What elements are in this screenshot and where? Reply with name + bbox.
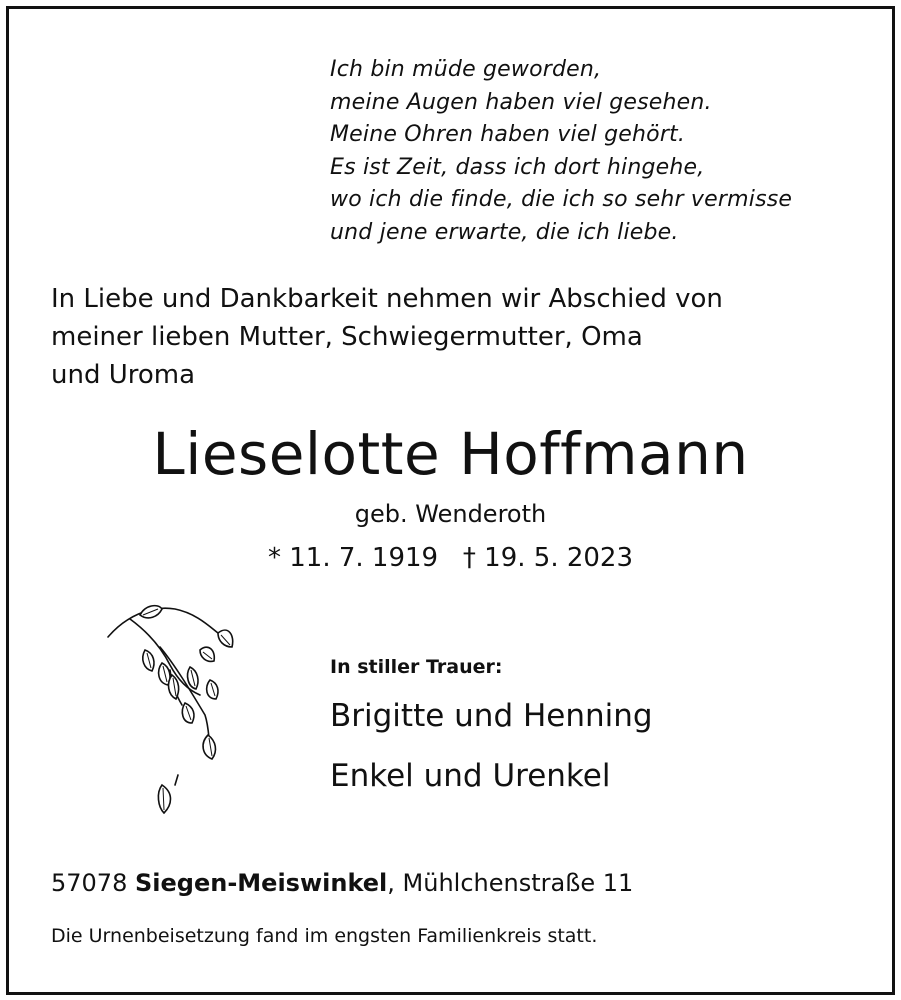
farewell-line: und Uroma xyxy=(51,360,196,390)
deceased-name: Lieselotte Hoffmann xyxy=(152,420,749,488)
address-postcode: 57078 xyxy=(51,869,128,897)
life-dates: * 11. 7. 1919 † 19. 5. 2023 xyxy=(267,543,634,573)
poem-line: meine Augen haben viel gesehen. xyxy=(330,89,712,115)
birch-branch-icon xyxy=(100,595,250,830)
mourner-name: Brigitte und Henning xyxy=(330,698,653,734)
farewell-line: meiner lieben Mutter, Schwiegermutter, Oma xyxy=(51,322,643,352)
poem-line: wo ich die finde, die ich so sehr vermisse xyxy=(330,187,793,213)
mourners-heading: In stiller Trauer: xyxy=(330,656,503,678)
burial-notice: Die Urnenbeisetzung fand im engsten Familienkreis statt. xyxy=(51,925,598,947)
address xyxy=(51,866,633,900)
poem xyxy=(330,54,792,250)
address-place: Siegen-Meiswinkel xyxy=(135,869,388,897)
farewell-text xyxy=(51,280,723,394)
birth-name: geb. Wenderoth xyxy=(354,500,547,528)
mourner-name: Enkel und Urenkel xyxy=(330,758,611,794)
address-street: , Mühlchenstraße 11 xyxy=(387,869,634,897)
poem-line: Ich bin müde geworden, xyxy=(330,57,602,82)
farewell-line: In Liebe und Dankbarkeit nehmen wir Abschied von xyxy=(51,284,723,314)
poem-line: Meine Ohren haben viel gehört. xyxy=(330,122,686,148)
poem-line: Es ist Zeit, dass ich dort hingehe, xyxy=(330,154,705,180)
poem-line: und jene erwarte, die ich liebe. xyxy=(330,219,679,245)
